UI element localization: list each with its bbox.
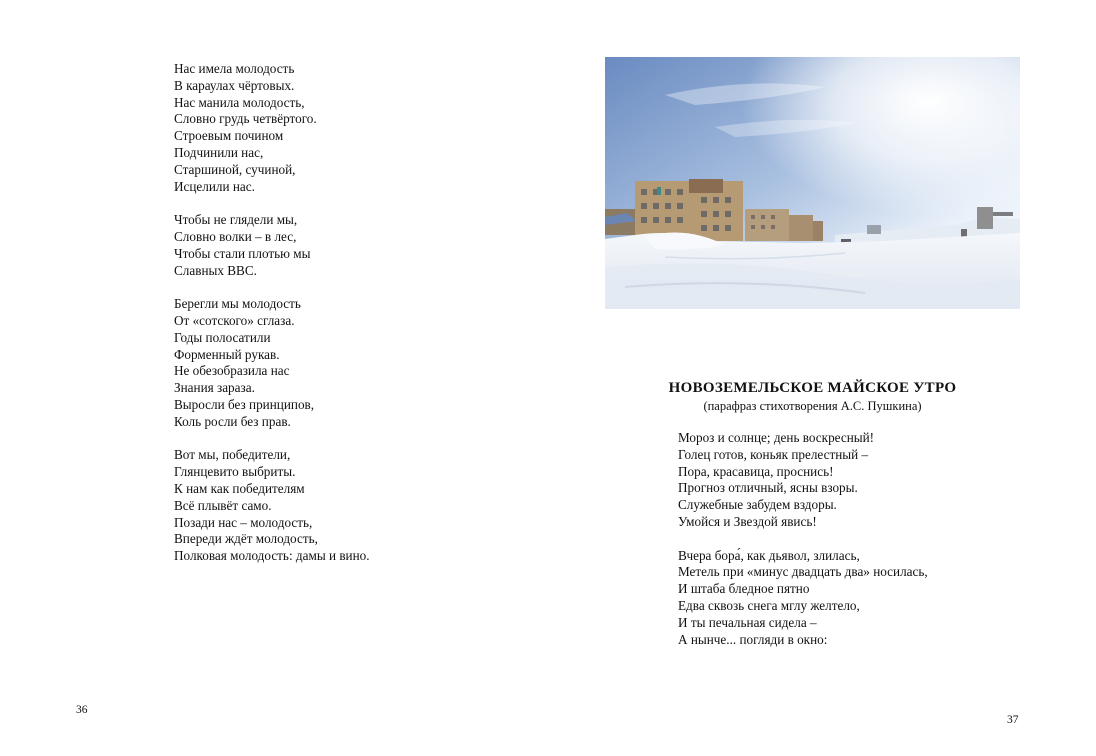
poem-line: И штаба бледное пятно: [678, 581, 810, 597]
poem-line: Не обезобразила нас: [174, 363, 290, 379]
poem-line: Всё плывёт само.: [174, 497, 272, 513]
page-number-right: 37: [1007, 714, 1019, 726]
stanza: [174, 296, 370, 430]
poem-line: Позади нас – молодость,: [174, 514, 313, 530]
poem-line: Берегли мы молодость: [174, 296, 301, 312]
poem-line: Славных ВВС.: [174, 262, 257, 278]
poem-line: Служебные забудем вздоры.: [678, 497, 837, 513]
poem-heading: [605, 378, 1020, 414]
poem-line: Старшиной, сучиной,: [174, 161, 296, 177]
poem-line: Едва сквозь снега мглу желтело,: [678, 597, 860, 613]
poem-line: Впереди ждёт молодость,: [174, 531, 318, 547]
poem-line: Вот мы, победители,: [174, 447, 291, 463]
poem-line: Мороз и солнце; день воскресный!: [678, 430, 875, 445]
poem-line: Пора, красавица, проснись!: [678, 463, 834, 479]
poem-line: Строевым почином: [174, 128, 284, 144]
right-page: [548, 0, 1096, 756]
poem-line: И ты печальная сидела –: [678, 614, 817, 630]
poem-line: Чтобы не глядели мы,: [174, 212, 298, 228]
poem-line: Метель при «минус двадцать два» носилась,: [678, 564, 928, 580]
poem-left: [174, 61, 370, 565]
poem-line: В караулах чёртовых.: [174, 77, 295, 93]
poem-line: А нынче... погляди в окно:: [678, 631, 828, 647]
poem-line: Выросли без принципов,: [174, 396, 315, 412]
poem-line: Вчера бора́, как дьявол, злилась,: [678, 547, 860, 563]
stanza: [678, 548, 928, 649]
poem-line: Глянцевито выбриты.: [174, 464, 296, 480]
poem-line: Форменный рукав.: [174, 346, 280, 362]
poem-right: [678, 430, 928, 648]
poem-title: НОВОЗЕМЕЛЬСКОЕ МАЙСКОЕ УТРО: [668, 380, 957, 396]
stanza: [678, 430, 928, 531]
poem-line: Умойся и Звездой явись!: [678, 513, 817, 529]
poem-line: Словно волки – в лес,: [174, 228, 297, 244]
poem-line: Знания зараза.: [174, 380, 255, 396]
poem-line: Словно грудь четвёртого.: [174, 111, 317, 127]
poem-line: Нас имела молодость: [174, 61, 295, 76]
page-number-left: 36: [76, 704, 88, 716]
poem-line: Чтобы стали плотью мы: [174, 245, 311, 261]
poem-line: Годы полосатили: [174, 329, 271, 345]
stanza: [174, 212, 370, 279]
stanza: [174, 61, 370, 195]
poem-line: Полковая молодость: дамы и вино.: [174, 548, 370, 564]
poem-subtitle: (парафраз стихотворения А.С. Пушкина): [703, 399, 922, 413]
poem-line: От «сотского» сглаза.: [174, 312, 295, 328]
snow-landscape-photo: [605, 57, 1020, 309]
poem-line: Прогноз отличный, ясны взоры.: [678, 480, 858, 496]
poem-line: Нас манила молодость,: [174, 94, 305, 110]
poem-line: К нам как победителям: [174, 480, 305, 496]
poem-line: Коль росли без прав.: [174, 413, 291, 429]
poem-line: Подчинили нас,: [174, 144, 264, 160]
poem-line: Голец готов, коньяк прелестный –: [678, 446, 869, 462]
poem-line: Исцелили нас.: [174, 178, 255, 194]
stanza: [174, 447, 370, 565]
